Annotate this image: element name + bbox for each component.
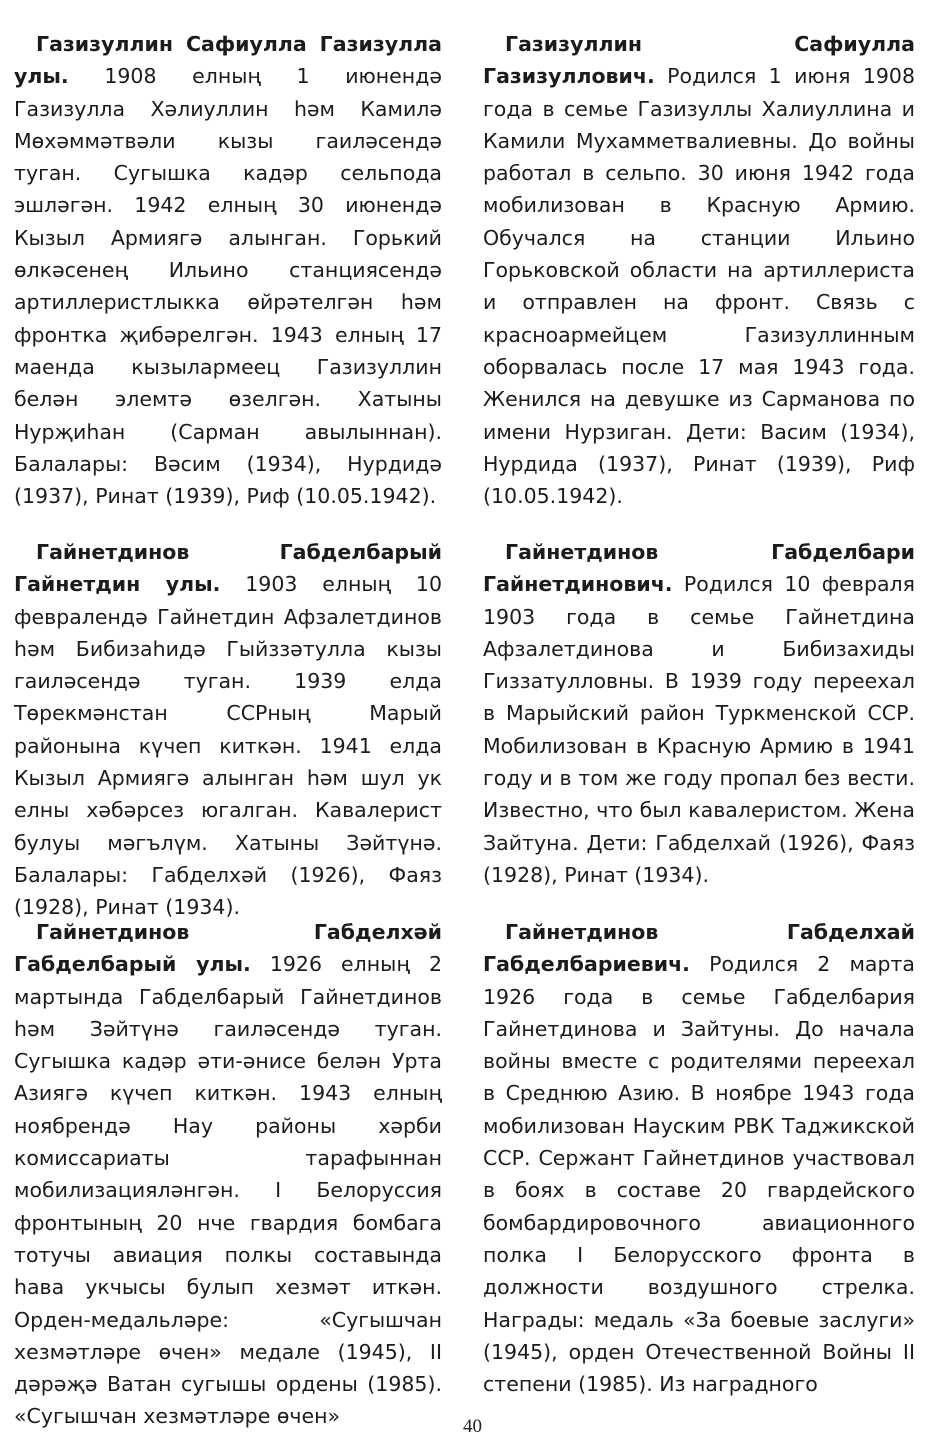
biography-entry: [14, 536, 442, 924]
biography-text: Родился 10 февраля 1903 года в семье Гайнетдина Афзалетдинова и Бибизахиды Гиззатулловны. В 1939 году переехал в Марыйский район Туркменской ССР. Мобилизован в Красную Армию в 1941 году и в том же году пропал без вести. Известно, что был кавалеристом. Жена Зайтуна. Дети: Габделхай (1926), Фаяз (1928), Ринат (1934).: [483, 572, 915, 887]
biography-text: 1903 елның 10 февралендә Гайнетдин Афзалетдинов һәм Бибизаһидә Гыйззәтулла кызы гаиләсендә туган. 1939 елда Төрекмәнстан ССРның Марый районына күчеп киткән. 1941 елда Кызыл Армиягә алынган һәм шул ук елны хәбәрсез югалган. Кавалерист булуы мәгълүм. Хатыны Зәйтүнә. Балалары: Габделхәй (1926), Фаяз (1928), Ринат (1934).: [14, 572, 442, 920]
biography-text: Родился 2 марта 1926 года в семье Габделбария Гайнетдинова и Зайтуны. До начала войны вместе с родителями переехал в Среднюю Азию. В ноябре 1943 года мобилизован Науским РВК Таджикской ССР. Сержант Гайнетдинов участвовал в боях в составе 20 гвардейского бомбардировочного авиационного полка I Белорусского фронта в должности воздушного стрелка. Награды: медаль «За боевые заслуги» (1945), орден Отечественной Войны II степени (1985). Из наградного: [483, 952, 915, 1397]
person-name: Газизуллин Сафиулла Газизулла улы.: [14, 32, 442, 89]
biography-entry: [483, 536, 915, 891]
biography-text: 1908 елның 1 июнендә Газизулла Хәлиуллин һәм Камилә Мөхәммәтвәли кызы гаиләсендә туган. Сугышка кадәр сельпода эшләгән. 1942 елның 30 июнендә Кызыл Армиягә алынган. Горький өлкәсенең Ильино станциясендә артиллеристлыкка өйрәтелгән һәм фронтка җибәрелгән. 1943 елның 17 маенда кызылармеец Газизуллин белән элемтә өзелгән. Хатыны Нурҗиһан (Сарман авылыннан). Балалары: Вәсим (1934), Нурдидә (1937), Ринат (1939), Риф (10.05.1942).: [14, 64, 442, 509]
person-name: Газизуллин Сафиулла Газизуллович.: [483, 32, 915, 89]
person-name: Гайнетдинов Габделбарый Гайнетдин улы.: [14, 540, 442, 597]
person-name: Гайнетдинов Габделхай Габделбариевич.: [483, 920, 915, 977]
biography-entry: [14, 916, 442, 1433]
page-number: 40: [463, 1416, 482, 1437]
biography-entry: [14, 28, 442, 512]
person-name: Гайнетдинов Габделбари Гайнетдинович.: [483, 540, 915, 597]
biography-entry: [483, 28, 915, 512]
person-name: Гайнетдинов Габделхәй Габделбарый улы.: [14, 920, 442, 977]
biography-entry: [483, 916, 915, 1400]
biography-text: Родился 1 июня 1908 года в семье Газизуллы Халиуллина и Камили Мухамметвалиевны. До войны работал в сельпо. 30 июня 1942 года мобилизован в Красную Армию. Обучался на станции Ильино Горьковской области на артиллериста и отправлен на фронт. Связь с красноармейцем Газизуллинным оборвалась после 17 мая 1943 года. Женился на девушке из Сарманова по имени Нурзиган. Дети: Васим (1934), Нурдида (1937), Ринат (1939), Риф (10.05.1942).: [483, 64, 915, 509]
biography-text: 1926 елның 2 мартында Габделбарый Гайнетдинов һәм Зәйтүнә гаиләсендә туган. Сугышка кадәр әти-әнисе белән Урта Азиягә күчеп киткән. 1943 елның ноябрендә Нау районы хәрби комиссариаты тарафыннан мобилизацияләнгән. I Белоруссия фронтының 20 нче гвардия бомбага тотучы авиация полкы составында һава укчысы булып хезмәт иткән. Орден-медальләре: «Сугышчан хезмәтләре өчен» медале (1945), II дәрәҗә Ватан сугышы ордены (1985). «Сугышчан хезмәтләре өчен»: [14, 952, 442, 1429]
